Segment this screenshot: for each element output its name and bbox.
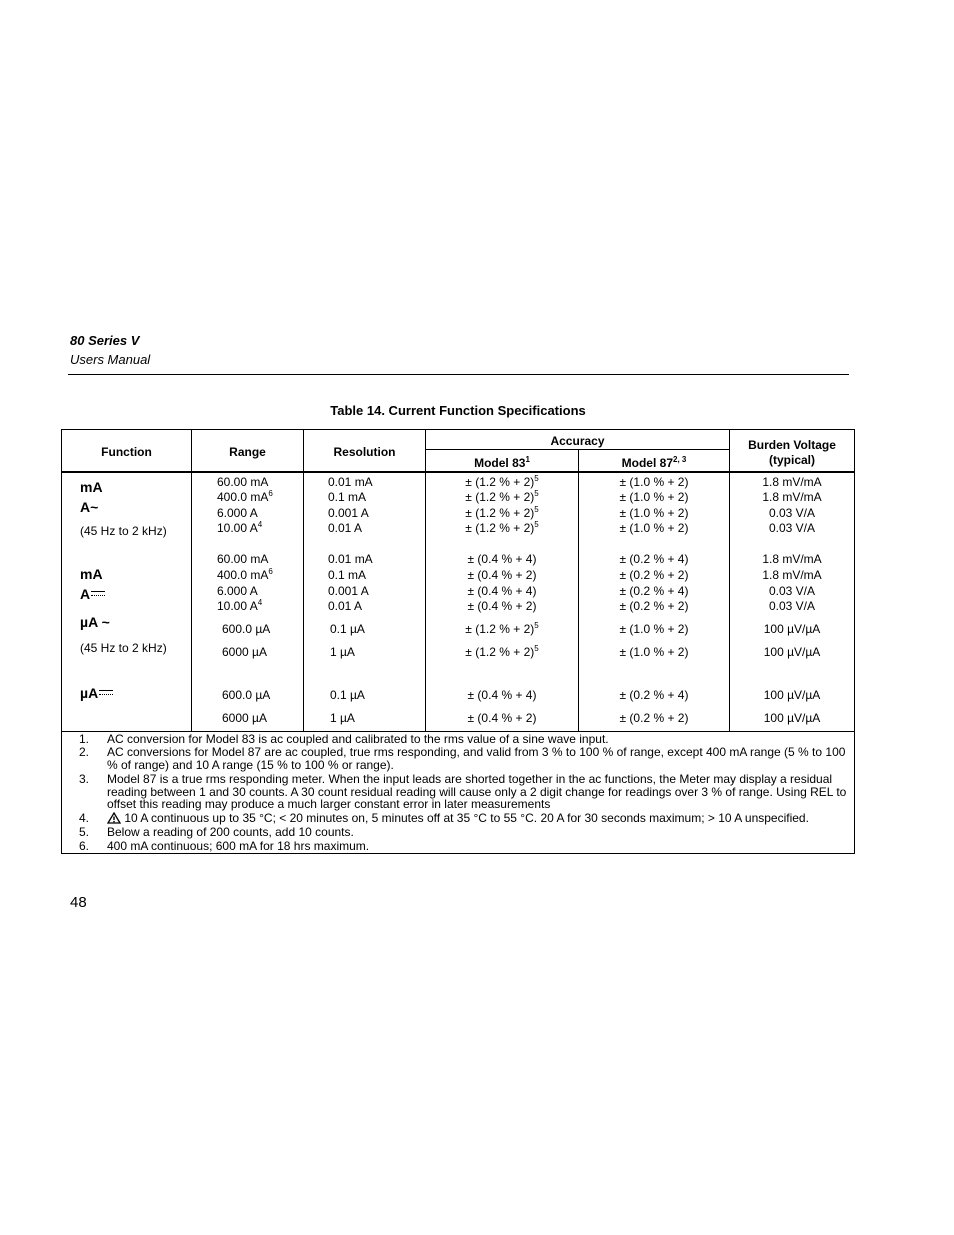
model-83-accuracy-cell <box>426 568 578 582</box>
range-cell-value: 6000 µA <box>222 711 267 725</box>
model-83-accuracy-cell-value: ± (1.2 % + 2) <box>465 475 535 489</box>
range-cell <box>217 568 273 582</box>
burden-voltage-cell-value: 0.03 V/A <box>768 584 816 598</box>
footnote-reference: 5 <box>534 644 539 653</box>
resolution-cell <box>328 568 366 582</box>
header-accuracy: Accuracy <box>550 434 605 448</box>
footnote-number: 1. <box>79 732 90 746</box>
footnote-text <box>107 826 849 839</box>
burden-voltage-cell <box>730 568 854 582</box>
burden-voltage-cell-value: 100 µV/µA <box>763 622 821 636</box>
model-83-accuracy-cell <box>426 584 578 598</box>
range-cell <box>222 622 270 636</box>
model-87-accuracy-cell <box>579 552 729 566</box>
warning-triangle-icon <box>107 811 124 825</box>
range-cell-value: 10.00 A <box>217 599 258 613</box>
range-cell-value: 6.000 A <box>217 584 258 598</box>
range-cell-value: 600.0 µA <box>222 688 271 702</box>
header-model-87: Model 87$^{2, 3}$ <box>621 455 687 470</box>
model-87-accuracy-cell <box>579 568 729 582</box>
model-83-accuracy-cell <box>426 688 578 702</box>
burden-voltage-cell <box>730 506 854 520</box>
resolution-cell-value: 0.1 mA <box>328 490 367 504</box>
model-87-accuracy-cell <box>579 521 729 535</box>
burden-voltage-cell-value: 1.8 mV/mA <box>762 552 822 566</box>
footnote-number: 2. <box>79 745 90 759</box>
header-divider <box>68 374 849 375</box>
footnote-number: 6. <box>79 839 90 853</box>
burden-voltage-cell <box>730 552 854 566</box>
footnote-reference: 6 <box>268 489 273 498</box>
footnote-body: AC conversions for Model 87 are ac coupled, true rms responding, and valid from 3 % to 100 % of range, except 400 mA range (5 % to 100 % of range) and 10 A range (15 % to 100 % or range). <box>107 745 846 772</box>
accuracy-divider <box>425 449 730 450</box>
range-cell <box>217 506 258 520</box>
resolution-cell-value: 1 µA <box>330 645 355 659</box>
burden-voltage-cell-value: 1.8 mV/mA <box>762 490 822 504</box>
model-87-accuracy-cell-value: ± (0.2 % + 2) <box>619 599 689 613</box>
resolution-cell-value: 0.1 µA <box>330 622 365 636</box>
resolution-cell <box>328 584 369 598</box>
resolution-cell-value: 0.001 A <box>328 506 369 520</box>
function-ac-milliamps: mA <box>80 479 103 495</box>
function-dc-microamps: µA <box>80 686 113 700</box>
dc-symbol-icon <box>99 687 113 699</box>
model-87-accuracy-cell <box>579 506 729 520</box>
model-87-accuracy-cell-value: ± (1.0 % + 2) <box>619 645 689 659</box>
model-83-accuracy-cell <box>426 645 578 659</box>
footnote-reference: 4 <box>257 598 263 607</box>
model-83-accuracy-cell-value: ± (1.2 % + 2) <box>465 645 535 659</box>
current-spec-table <box>61 429 855 854</box>
resolution-cell <box>328 552 373 566</box>
header-burden-voltage: Burden Voltage <box>748 438 836 452</box>
footnote-reference: 5 <box>534 505 539 514</box>
burden-voltage-cell <box>730 584 854 598</box>
model-87-accuracy-cell <box>579 475 729 489</box>
resolution-cell <box>328 521 362 535</box>
model-83-accuracy-cell-value: ± (0.4 % + 2) <box>467 568 537 582</box>
resolution-cell <box>330 711 355 725</box>
model-87-accuracy-cell-value: ± (0.2 % + 2) <box>619 568 689 582</box>
model-87-accuracy-cell-value: ± (1.0 % + 2) <box>619 475 689 489</box>
footnote-reference: 5 <box>534 474 539 483</box>
range-cell <box>222 711 267 725</box>
range-cell <box>217 599 262 613</box>
range-cell <box>217 552 268 566</box>
resolution-cell <box>330 688 365 702</box>
range-cell <box>217 521 262 535</box>
footnote-body: Below a reading of 200 counts, add 10 counts. <box>107 825 354 839</box>
model-83-accuracy-cell <box>426 711 578 725</box>
model-83-accuracy-cell-value: ± (1.2 % + 2) <box>465 521 535 535</box>
manual-series-title: 80 Series V <box>70 333 140 348</box>
manual-subtitle: Users Manual <box>70 352 151 367</box>
footnote-reference: 5 <box>534 621 539 630</box>
resolution-cell-value: 0.001 A <box>328 584 369 598</box>
model-87-accuracy-cell <box>579 490 729 504</box>
model-87-accuracy-cell-value: ± (1.0 % + 2) <box>619 521 689 535</box>
burden-voltage-cell-value: 100 µV/µA <box>763 645 821 659</box>
burden-voltage-cell <box>730 599 854 613</box>
model-83-accuracy-cell-value: ± (0.4 % + 4) <box>467 584 537 598</box>
model-87-accuracy-cell-value: ± (0.2 % + 4) <box>619 584 689 598</box>
range-cell-value: 6.000 A <box>217 506 258 520</box>
footnote-text <box>107 840 849 853</box>
model-83-accuracy-cell <box>426 506 578 520</box>
footnote-text <box>107 812 849 825</box>
resolution-cell <box>330 645 355 659</box>
range-cell <box>217 475 268 489</box>
footnote-text <box>107 733 849 746</box>
model-87-accuracy-cell <box>579 584 729 598</box>
range-cell-value: 60.00 mA <box>217 552 269 566</box>
function-ac-microamps-frequency: (45 Hz to 2 kHz) <box>80 641 167 655</box>
model-83-accuracy-cell-value: ± (0.4 % + 2) <box>467 599 537 613</box>
model-87-accuracy-cell-value: ± (1.0 % + 2) <box>619 622 689 636</box>
resolution-cell <box>328 490 366 504</box>
footnote-text <box>107 773 849 811</box>
burden-voltage-cell-value: 0.03 V/A <box>768 521 816 535</box>
range-cell-value: 400.0 mA <box>217 490 269 504</box>
model-87-accuracy-cell-value: ± (1.0 % + 2) <box>619 506 689 520</box>
header-function: Function <box>101 445 152 459</box>
footnote-body: 10 A continuous up to 35 °C; < 20 minutes on, 5 minutes off at 35 °C to 55 °C. 20 A for 30 seconds maximum; > 10 A unspecified. <box>124 811 809 825</box>
model-83-accuracy-cell <box>426 622 578 636</box>
resolution-cell-value: 0.01 A <box>328 521 363 535</box>
range-cell-value: 10.00 A <box>217 521 258 535</box>
model-83-accuracy-cell <box>426 599 578 613</box>
footnote-reference: 5 <box>534 489 539 498</box>
footnote-number: 4. <box>79 811 90 825</box>
ac-tilde-symbol: ~ <box>101 614 110 630</box>
model-83-accuracy-cell-value: ± (0.4 % + 4) <box>467 688 537 702</box>
header-bottom-rule <box>62 471 854 473</box>
resolution-cell <box>330 622 365 636</box>
resolution-cell-value: 0.01 A <box>328 599 363 613</box>
function-dc-amps: A <box>80 587 105 601</box>
range-cell <box>217 584 258 598</box>
resolution-cell <box>328 506 369 520</box>
burden-voltage-cell <box>730 622 854 636</box>
range-cell <box>217 490 273 504</box>
model-83-accuracy-cell-value: ± (1.2 % + 2) <box>465 490 535 504</box>
burden-voltage-cell <box>730 490 854 504</box>
table-caption: Table 14. Current Function Specifications <box>330 403 586 418</box>
header-resolution: Resolution <box>333 445 396 459</box>
function-ac-microamps: µA ~ <box>80 614 110 630</box>
model-83-accuracy-cell <box>426 521 578 535</box>
footnote-text <box>107 746 849 771</box>
model-87-accuracy-cell <box>579 599 729 613</box>
footnote-number: 3. <box>79 772 90 786</box>
column-divider <box>303 430 304 731</box>
burden-voltage-cell-value: 100 µV/µA <box>763 711 821 725</box>
header-burden-typical: (typical) <box>768 453 815 467</box>
burden-voltage-cell-value: 0.03 V/A <box>768 506 816 520</box>
resolution-cell <box>328 599 362 613</box>
model-83-accuracy-cell <box>426 490 578 504</box>
model-83-accuracy-cell-value: ± (0.4 % + 4) <box>467 552 537 566</box>
burden-voltage-cell-value: 0.03 V/A <box>768 599 816 613</box>
model-87-accuracy-cell <box>579 688 729 702</box>
burden-voltage-cell-value: 1.8 mV/mA <box>762 568 822 582</box>
model-83-accuracy-cell-value: ± (1.2 % + 2) <box>465 622 535 636</box>
burden-voltage-cell-value: 100 µV/µA <box>763 688 821 702</box>
resolution-cell-value: 0.01 mA <box>328 475 373 489</box>
range-cell-value: 600.0 µA <box>222 622 271 636</box>
function-ac-amps: A~ <box>80 499 99 515</box>
burden-voltage-cell <box>730 645 854 659</box>
range-cell-value: 60.00 mA <box>217 475 269 489</box>
range-cell <box>222 645 267 659</box>
range-cell-value: 6000 µA <box>222 645 267 659</box>
model-83-accuracy-cell <box>426 475 578 489</box>
dc-symbol-icon <box>91 588 105 600</box>
resolution-cell <box>328 475 373 489</box>
resolution-cell-value: 0.1 mA <box>328 568 367 582</box>
burden-voltage-cell <box>730 711 854 725</box>
footnote-number: 5. <box>79 825 90 839</box>
model-83-accuracy-cell-value: ± (0.4 % + 2) <box>467 711 537 725</box>
footnote-body: 400 mA continuous; 600 mA for 18 hrs maximum. <box>107 839 370 853</box>
model-83-accuracy-cell-value: ± (1.2 % + 2) <box>465 506 535 520</box>
model-87-accuracy-cell-value: ± (1.0 % + 2) <box>619 490 689 504</box>
model-87-accuracy-cell-value: ± (0.2 % + 4) <box>619 552 689 566</box>
function-dc-milliamps: mA <box>80 566 103 582</box>
column-divider <box>191 430 192 731</box>
range-cell-value: 400.0 mA <box>217 568 269 582</box>
burden-voltage-cell <box>730 475 854 489</box>
resolution-cell-value: 1 µA <box>330 711 355 725</box>
burden-voltage-cell <box>730 688 854 702</box>
model-87-accuracy-cell-value: ± (0.2 % + 4) <box>619 688 689 702</box>
model-83-accuracy-cell <box>426 552 578 566</box>
range-cell <box>222 688 270 702</box>
ac-tilde-symbol: ~ <box>90 499 99 515</box>
footnote-reference: 6 <box>268 567 273 576</box>
footnote-reference: 5 <box>534 520 539 529</box>
burden-voltage-cell-value: 1.8 mV/mA <box>762 475 822 489</box>
model-87-accuracy-cell <box>579 711 729 725</box>
page-number: 48 <box>70 894 87 911</box>
model-87-accuracy-cell <box>579 645 729 659</box>
header-range: Range <box>229 445 266 459</box>
model-87-accuracy-cell <box>579 622 729 636</box>
footnote-body: Model 87 is a true rms responding meter. When the input leads are shorted together in the ac functions, the Meter may display a residual reading between 1 and 30 counts. A 30 count residual reading will cause only a 2 digit change for readings over 3 % of range. Using REL to offset this reading may produce a much larger constant error in later measurements <box>107 772 847 811</box>
burden-voltage-cell <box>730 521 854 535</box>
function-ac-frequency-range: (45 Hz to 2 kHz) <box>80 524 167 538</box>
footnote-reference: 4 <box>257 520 263 529</box>
footnote-body: AC conversion for Model 83 is ac coupled and calibrated to the rms value of a sine wave input. <box>107 732 609 746</box>
resolution-cell-value: 0.01 mA <box>328 552 373 566</box>
header-model-83: Model $83^1$ <box>474 455 530 470</box>
resolution-cell-value: 0.1 µA <box>330 688 365 702</box>
model-87-accuracy-cell-value: ± (0.2 % + 2) <box>619 711 689 725</box>
